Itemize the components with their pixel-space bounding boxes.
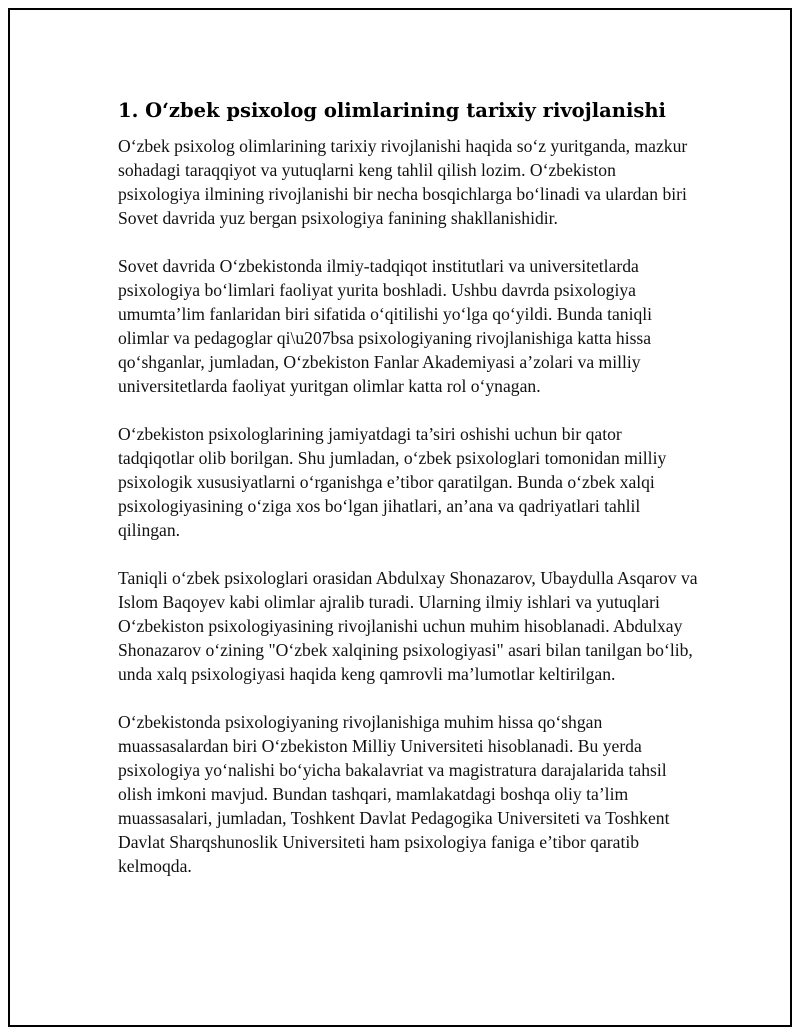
page-frame xyxy=(8,8,792,1027)
paragraph-1: O‘zbek psixolog olimlarining tarixiy rivojlanishi haqida so‘z yuritganda, mazkur sohadagi taraqqiyot va yutuqlarni keng tahlil qilish lozim. O‘zbekiston psixologiya ilmining rivojlanishi bir necha bosqichlarga bo‘linadi va ulardan biri Sovet davrida yuz bergan psixologiya fanining shakllanishidir. xyxy=(118,136,688,228)
section-heading: 1. O‘zbek psixolog olimlarining tarixiy rivojlanishi xyxy=(118,99,666,122)
document-body xyxy=(118,94,698,902)
paragraph-3: O‘zbekiston psixologlarining jamiyatdagi ta’siri oshishi uchun bir qator tadqiqotlar olib borilgan. Shu jumladan, o‘zbek psixologlari tomonidan milliy psixologik xususiyatlarni o‘rganishga e’tibor qaratilgan. Bunda o‘zbek xalqi psixologiyasining o‘ziga xos bo‘lgan jihatlari, an’ana va qadriyatlari tahlil qilingan. xyxy=(118,424,667,540)
paragraph-5: O‘zbekistonda psixologiyaning rivojlanishiga muhim hissa qo‘shgan muassasalardan biri O‘zbekiston Milliy Universiteti hisoblanadi. Bu yerda psixologiya yo‘nalishi bo‘yicha bakalavriat va magistratura darajalarida tahsil olish imkoni mavjud. Bundan tashqari, mamlakatdagi boshqa oliy ta’lim muassasalari, jumladan, Toshkent Davlat Pedagogika Universiteti va Toshkent Davlat Sharqshunoslik Universiteti ham psixologiya faniga e’tibor qaratib kelmoqda. xyxy=(118,712,670,876)
paragraph-2: Sovet davrida O‘zbekistonda ilmiy-tadqiqot institutlari va universitetlarda psixologiya bo‘limlari faoliyat yurita boshladi. Ushbu davrda psixologiya umumta’lim fanlaridan biri sifatida o‘qitilishi yo‘lga qo‘yildi. Bunda taniqli olimlar va pedagoglar qi\u207bsa psixologiyaning rivojlanishiga katta hissa qo‘shganlar, jumladan, O‘zbekiston Fanlar Akademiyasi a’zolari va milliy universitetlarda faoliyat yuritgan olimlar katta rol o‘ynagan. xyxy=(118,256,653,396)
paragraph-4: Taniqli o‘zbek psixologlari orasidan Abdulxay Shonazarov, Ubaydulla Asqarov va Islom Baqoyev kabi olimlar ajralib turadi. Ularning ilmiy ishlari va yutuqlari O‘zbekiston psixologiyasining rivojlanishi uchun muhim hisoblanadi. Abdulxay Shonazarov o‘zining "O‘zbek xalqining psixologiyasi" asari bilan tanilgan bo‘lib, unda xalq psixologiyasi haqida keng qamrovli ma’lumotlar keltirilgan. xyxy=(118,568,698,684)
